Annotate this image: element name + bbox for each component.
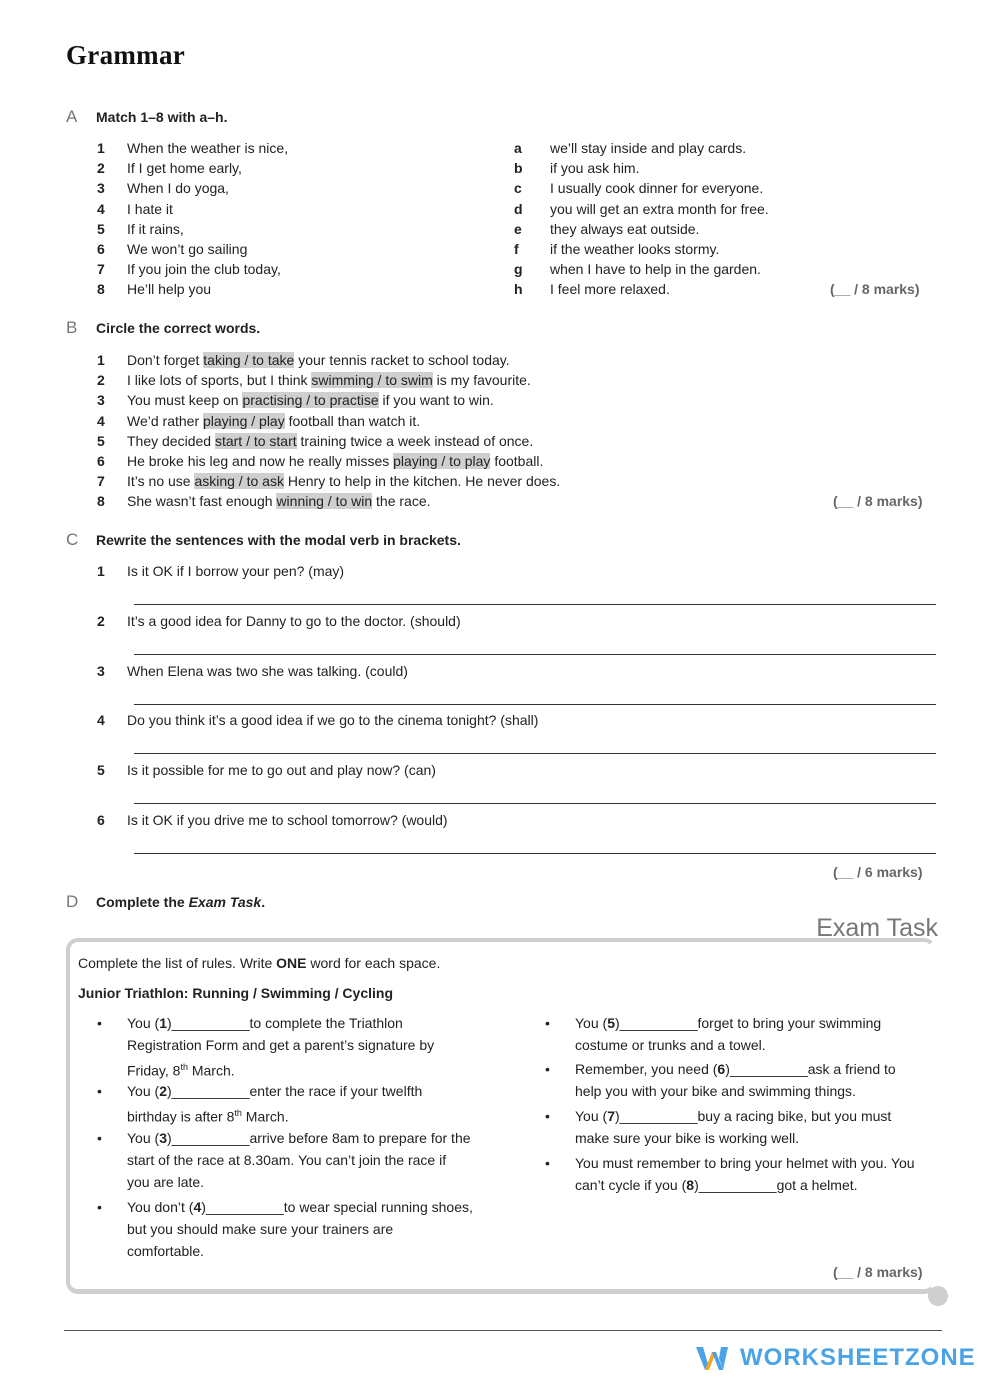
sentence-start: It’s no use <box>127 473 195 490</box>
word-choice: practising / to practise <box>242 392 379 409</box>
item-text <box>127 352 510 368</box>
bullet-line <box>575 1058 896 1080</box>
rewrite-item <box>97 762 436 778</box>
circle-item <box>97 453 543 469</box>
rewrite-item <box>97 712 538 728</box>
item-text: you will get an extra month for free. <box>550 200 769 217</box>
bullet-line <box>127 1127 471 1149</box>
exam-rule-left <box>97 1012 435 1082</box>
item-text <box>127 493 431 509</box>
bullet-text: You ( <box>575 1015 608 1031</box>
bullet-text: )__________enter the race if your twelfth <box>166 1083 423 1099</box>
bullet-text: You ( <box>127 1083 160 1099</box>
bullet-dot: • <box>97 1083 102 1099</box>
item-text <box>127 433 533 449</box>
sentence-start: They decided <box>127 432 215 449</box>
item-text: if you ask him. <box>550 160 640 177</box>
worksheetzone-logo-icon <box>694 1344 730 1372</box>
item-number: 6 <box>97 241 105 257</box>
worksheetzone-logo-text: WORKSHEETZONE <box>740 1344 976 1371</box>
word-choice: taking / to take <box>203 352 295 368</box>
bullet-text: Remember, you need ( <box>575 1061 718 1077</box>
bullet-text: You ( <box>127 1015 160 1031</box>
ordinal-suffix: th <box>234 1108 242 1118</box>
item-number: 1 <box>97 563 105 579</box>
word-choice: asking / to ask <box>194 473 284 490</box>
item-number: 1 <box>97 140 105 156</box>
bullet-text: )__________buy a racing bike, but you must <box>614 1108 892 1124</box>
item-text <box>127 392 494 408</box>
item-number: 8 <box>97 493 105 510</box>
match-right-item <box>514 241 719 257</box>
item-number: 3 <box>97 662 105 679</box>
bullet-line <box>127 1080 422 1102</box>
bullet-text: )__________ask a friend to <box>725 1061 896 1077</box>
match-right-item <box>514 180 763 196</box>
answer-line[interactable] <box>134 704 936 705</box>
item-number: 2 <box>97 372 105 389</box>
bullet-text: March. <box>187 1062 235 1079</box>
bullet-line <box>127 1056 434 1082</box>
bullet-text: You ( <box>575 1108 608 1124</box>
word-choice: playing / play <box>203 412 285 429</box>
exam-box-corner-knob <box>928 1286 948 1306</box>
item-text: they always eat outside. <box>550 220 700 237</box>
match-right-item <box>514 281 670 297</box>
bullet-line <box>127 1196 473 1218</box>
answer-line[interactable] <box>134 753 936 754</box>
bullet-dot: • <box>545 1108 550 1124</box>
circle-item <box>97 352 510 368</box>
item-letter: f <box>514 241 519 257</box>
item-text <box>127 453 543 469</box>
bullet-line: make sure your bike is working well. <box>575 1130 800 1146</box>
bullet-text: birthday is after 8 <box>127 1108 235 1125</box>
item-number: 8 <box>97 281 105 298</box>
bullet-line <box>575 1105 891 1127</box>
item-number: 5 <box>97 762 105 779</box>
item-number: 5 <box>97 432 105 449</box>
circle-item <box>97 372 531 388</box>
sentence-end: the race. <box>372 493 431 510</box>
rewrite-item <box>97 563 344 579</box>
exam-rule-left <box>97 1080 423 1128</box>
bullet-line <box>575 1012 881 1034</box>
gap-number: 4 <box>193 1199 202 1215</box>
item-text <box>127 473 560 489</box>
bullet-line: comfortable. <box>127 1243 205 1259</box>
ordinal-suffix: th <box>180 1062 188 1072</box>
item-text: He’ll help you <box>127 281 212 298</box>
exam-rule-right <box>545 1012 882 1056</box>
item-letter: g <box>514 261 523 278</box>
bullet-dot: • <box>545 1015 550 1031</box>
section-b-marks: (__ / 8 marks) <box>833 493 923 509</box>
section-d-marks: (__ / 8 marks) <box>833 1264 923 1280</box>
word-choice: winning / to win <box>276 493 373 510</box>
bullet-line <box>127 1012 434 1034</box>
bullet-text: Friday, 8 <box>127 1062 181 1079</box>
item-text: If I get home early, <box>127 160 242 177</box>
item-number: 4 <box>97 412 105 429</box>
item-text: I hate it <box>127 200 173 217</box>
match-left-item <box>97 241 247 257</box>
exam-rule-right <box>545 1058 896 1102</box>
bullet-text: )__________got a helmet. <box>694 1177 858 1193</box>
circle-item <box>97 493 431 509</box>
sentence-end: football. <box>490 453 544 469</box>
circle-item <box>97 392 494 408</box>
item-text: When the weather is nice, <box>127 140 289 156</box>
match-right-item <box>514 160 639 176</box>
match-left-item <box>97 221 184 237</box>
bullet-dot: • <box>97 1199 102 1215</box>
item-number: 6 <box>97 812 105 828</box>
bullet-text: )__________forget to bring your swimming <box>614 1015 882 1031</box>
bullet-dot: • <box>545 1061 550 1077</box>
item-letter: b <box>514 160 523 177</box>
bullet-line: start of the race at 8.30am. You can’t join the race if <box>127 1152 447 1168</box>
sentence-start: We’d rather <box>127 412 203 429</box>
match-left-item <box>97 281 211 297</box>
item-text: We won’t go sailing <box>127 241 248 257</box>
sentence-end: if you want to win. <box>378 392 494 409</box>
item-text: we’ll stay inside and play cards. <box>550 140 747 156</box>
section-a-marks: (__ / 8 marks) <box>830 281 920 297</box>
answer-line[interactable] <box>134 803 936 804</box>
item-letter: d <box>514 200 523 217</box>
bullet-line <box>575 1174 915 1196</box>
gap-number: 5 <box>607 1015 615 1031</box>
gap-number: 2 <box>159 1083 167 1099</box>
rewrite-item <box>97 812 448 828</box>
gap-number: 8 <box>686 1177 695 1193</box>
footer-divider <box>64 1330 942 1331</box>
gap-number: 3 <box>159 1130 167 1146</box>
item-number: 6 <box>97 453 105 469</box>
item-letter: h <box>514 281 523 298</box>
bullet-text: )__________arrive before 8am to prepare for the <box>166 1130 471 1146</box>
exam-task-label: Exam Task <box>816 914 938 942</box>
bullet-line: Registration Form and get a parent’s signature by <box>127 1037 435 1053</box>
rewrite-item <box>97 613 461 629</box>
item-text <box>127 372 531 388</box>
item-number: 4 <box>97 712 105 729</box>
sentence-end: your tennis racket to school today. <box>294 352 510 368</box>
rewrite-item <box>97 663 408 679</box>
bullet-line <box>127 1102 422 1128</box>
bullet-text: You ( <box>127 1130 160 1146</box>
answer-line[interactable] <box>134 654 936 655</box>
circle-item <box>97 413 420 429</box>
item-text: If you join the club today, <box>127 261 281 278</box>
section-c-heading: Rewrite the sentences with the modal verb in brackets. <box>96 532 461 548</box>
item-number: 7 <box>97 261 105 278</box>
item-number: 3 <box>97 180 105 197</box>
gap-number: 6 <box>717 1061 726 1077</box>
section-d-letter: D <box>66 892 79 911</box>
exam-intro: Complete the list of rules. Write ONE word for each space. <box>78 955 441 971</box>
item-text: when I have to help in the garden. <box>550 261 761 278</box>
match-right-item <box>514 140 746 156</box>
sentence-end: football than watch it. <box>284 412 421 429</box>
sentence-start: He broke his leg and now he really misses <box>127 453 394 469</box>
match-right-item <box>514 261 761 277</box>
item-number: 3 <box>97 392 105 409</box>
gap-number: 7 <box>607 1108 615 1124</box>
item-text: I usually cook dinner for everyone. <box>550 180 764 197</box>
bullet-text: March. <box>241 1108 289 1125</box>
item-text: Is it OK if you drive me to school tomorrow? (would) <box>127 812 448 828</box>
match-left-item <box>97 180 229 196</box>
sentence-start: You must keep on <box>127 392 243 409</box>
item-text <box>127 413 420 429</box>
bullet-dot: • <box>97 1015 102 1031</box>
item-number: 2 <box>97 612 105 629</box>
section-b-letter: B <box>66 318 78 337</box>
exam-rule-left <box>97 1127 471 1193</box>
page-title: Grammar <box>66 40 186 70</box>
item-letter: e <box>514 220 522 237</box>
section-b-heading: Circle the correct words. <box>96 320 261 336</box>
sentence-start: I like lots of sports, but I think <box>127 372 312 389</box>
sentence-end: Henry to help in the kitchen. He never does. <box>283 473 561 490</box>
item-text: When Elena was two she was talking. (could) <box>127 662 408 679</box>
item-text: I feel more relaxed. <box>550 281 670 298</box>
sentence-start: Don’t forget <box>127 352 204 368</box>
exam-subtitle: Junior Triathlon: Running / Swimming / Cycling <box>78 985 393 1001</box>
item-letter: c <box>514 180 522 197</box>
bullet-line: help you with your bike and swimming things. <box>575 1083 856 1099</box>
worksheetzone-logo <box>694 1344 976 1372</box>
word-choice: start / to start <box>214 432 297 449</box>
exam-rule-right <box>545 1105 892 1149</box>
bullet-text: can’t cycle if you ( <box>575 1177 687 1193</box>
bullet-line: You must remember to bring your helmet with you. You <box>575 1155 915 1171</box>
item-text: It’s a good idea for Danny to go to the doctor. (should) <box>127 612 461 629</box>
match-left-item <box>97 201 173 217</box>
item-number: 2 <box>97 160 105 177</box>
section-d-heading: Complete the Exam Task. <box>96 894 266 910</box>
item-text: Is it OK if I borrow your pen? (may) <box>127 563 345 579</box>
bullet-text: You don’t ( <box>127 1199 194 1215</box>
section-a-letter: A <box>66 107 78 126</box>
bullet-text: )__________to wear special running shoes, <box>201 1199 473 1215</box>
sentence-start: She wasn’t fast enough <box>127 493 277 510</box>
section-a-heading: Match 1–8 with a–h. <box>96 109 228 125</box>
answer-line[interactable] <box>134 604 936 605</box>
circle-item <box>97 433 533 449</box>
bullet-line: you are late. <box>127 1174 205 1190</box>
bullet-line: but you should make sure your trainers are <box>127 1221 394 1237</box>
match-left-item <box>97 160 242 176</box>
item-text: If it rains, <box>127 220 184 237</box>
answer-line[interactable] <box>134 853 936 854</box>
sentence-end: training twice a week instead of once. <box>296 432 534 449</box>
item-text: Is it possible for me to go out and play now? (can) <box>127 762 436 779</box>
item-number: 5 <box>97 220 105 237</box>
exam-rule-right <box>545 1152 915 1196</box>
section-c-letter: C <box>66 530 79 549</box>
word-choice: swimming / to swim <box>311 372 433 389</box>
match-left-item <box>97 261 281 277</box>
section-c-marks: (__ / 6 marks) <box>833 864 923 880</box>
item-number: 4 <box>97 200 105 217</box>
match-right-item <box>514 201 769 217</box>
match-right-item <box>514 221 699 237</box>
match-left-item <box>97 140 288 156</box>
item-text: Do you think it’s a good idea if we go to the cinema tonight? (shall) <box>127 712 539 729</box>
circle-item <box>97 473 560 489</box>
bullet-dot: • <box>97 1130 102 1146</box>
item-text: if the weather looks stormy. <box>550 241 720 257</box>
item-text: When I do yoga, <box>127 180 229 197</box>
bullet-text: )__________to complete the Triathlon <box>166 1015 403 1031</box>
item-number: 1 <box>97 352 105 368</box>
exam-rule-left <box>97 1196 473 1262</box>
bullet-dot: • <box>545 1155 550 1171</box>
word-choice: playing / to play <box>393 453 491 469</box>
gap-number: 1 <box>159 1015 167 1031</box>
sentence-end: is my favourite. <box>432 372 531 389</box>
item-letter: a <box>514 140 522 156</box>
item-number: 7 <box>97 473 105 490</box>
bullet-line: costume or trunks and a towel. <box>575 1037 766 1053</box>
